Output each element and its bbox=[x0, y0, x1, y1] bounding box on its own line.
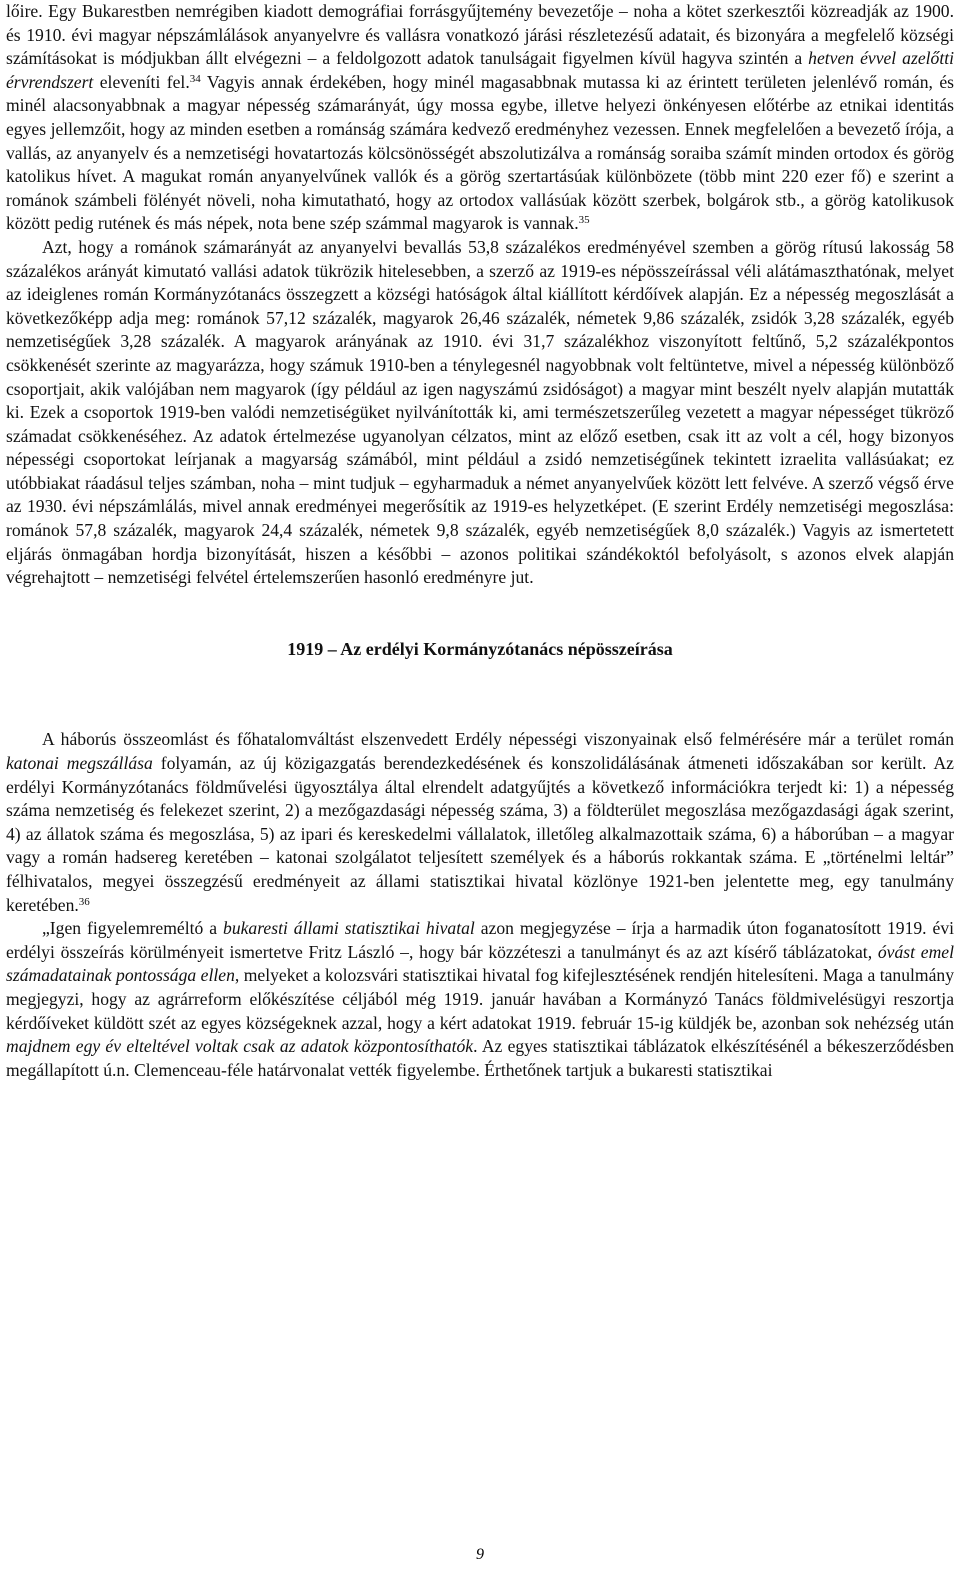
text-run: , melyeket a kolozsvári statisztikai hivatal fog kifejlesztésének rendjén hitelesíteni. Maga a tanulmány megjegyzi, hogy az agrárreform előkészítése céljából még 1919. január havában a Kormányzó Tanács földmivelésügyi reszortja kérdőíveket küldött szét az egyes községeknek azzal, hogy a kért adatokat 1919. február 15-ig küldjék be, azonban sok nehézség után bbox=[6, 965, 954, 1033]
italic-phrase: majdnem egy év elteltével voltak csak az adatok központosíthatók bbox=[6, 1036, 474, 1057]
text-run: Vagyis annak érdekében, hogy minél magasabbnak mutassa ki az érintett területen jelenlévő román, és minél alacsonyabbnak a magyar népesség számarányát, úgy mossa egybe, illetve helyezi önkényesen előtérbe az etnikai identitás egyes jellemzőit, hogy az minden esetben a románság számára kedvező eredményhez vezessen. Ennek megfelelően a bevezető írója, a vallás, az anyanyelv és a nemzetiségi hovatartozás kölcsönösségét abszolutizálva a románság soraiba számít minden ortodox és görög katolikus hívet. A magukat román anyanyelvűnek vallók és a görög szertartásúak különbözete (több mint 220 ezer fő) e szerint a románok számbeli fölényét növeli, noha kimutatható, hogy az ortodox vallásúak között szerbek, bolgárok stb., a görög katolikusok között pedig rutének és más népek, nota bene szép számmal magyarok is vannak. bbox=[6, 71, 955, 234]
paragraph-4 bbox=[6, 917, 954, 1082]
italic-phrase: hetven évvel azelőtti érvrendszert bbox=[6, 48, 954, 92]
text-run: A háborús összeomlást és főhatalomváltást elszenvedett Erdély népességi viszonyainak első felmérésére már a terület román bbox=[42, 729, 954, 750]
paragraph-3 bbox=[6, 728, 954, 917]
italic-phrase: óvást emel számadatainak pontossága ellen bbox=[6, 941, 954, 986]
text-run: lőire. Egy Bukarestben nemrégiben kiadott demográfiai forrásgyűjtemény bevezetője – noha a kötet szerkesztői közreadják az 1900. és 1910. évi magyar népszámlálások anyanyelvre és vallásra vonatkozó járási részletezésű adatait, és bizonyára a megfelelő községi számításokat is módjukban állt elvégezni – a feldolgozott adatok tanulságait figyelmen kívül hagyva szintén a bbox=[6, 1, 954, 69]
footnote-ref-36[interactable]: 36 bbox=[78, 895, 90, 908]
text-run: azon megjegyzése – írja a harmadik úton foganatosított 1919. évi erdélyi összeírás körülményeit ismertetve Fritz László –, hogy bár közzéteszi a tanulmányt és az azt kísérő táblázatokat, bbox=[6, 918, 955, 962]
page-number: 9 bbox=[476, 1546, 484, 1563]
text-run: folyamán, az új közigazgatás berendezkedésének és konszolidálásának átmeneti időszakában sor került. Az erdélyi Kormányzótanács földművelési ügyosztálya által elrendelt adatgyűjtés a következő információkra terjedt ki: 1) a népesség száma nemzetiség és felekezet szerint, 2) a mezőgazdasági népesség száma, 3) a földterület megoszlása mezőgazdasági ágak szerint, 4) az állatok száma és megoszlása, 5) az ipari és kereskedelmi vállalatok, illetőleg alkalmazottaik száma, 6) a háborúban – a magyar vagy a román hadsereg keretében – katonai szolgálatot teljesített személyek és a háborús rokkantak száma. E „történelmi leltár” félhivatalos, megyei összegzésű eredményeit az állami statisztikai hivatal közlönye 1921-ben jelentette meg, egy tanulmány keretében. bbox=[6, 753, 954, 915]
italic-phrase: katonai megszállása bbox=[6, 753, 153, 774]
footnote-ref-34[interactable]: 34 bbox=[189, 72, 201, 85]
paragraph-2: Azt, hogy a románok számarányát az anyanyelvi bevallás 53,8 százalékos eredményével szemben a görög rítusú lakosság 58 százalékos arányát kimutató vallási adatok tükrözik hitelesebben, a szerző az 1919-es népösszeírással véli alátámaszthatónak, melyet az ideiglenes román Kormányzótanács összegzett a községi hatóságok által kiállított kérdőívek alapján. Ez a népesség megoszlását a következőképp adja meg: románok 57,12 százalék, magyarok 26,46 százalék, németek 9,86 százalék, zsidók 3,28 százalék, egyéb nemzetiségűek 3,28 százalék. A magyarok arányának az 1910. évi 31,7 százalékhoz viszonyított feltűnő, 5,2 százalékpontos csökkenését szerinte az magyarázza, hogy számuk 1910-ben a ténylegesnél nagyobbnak volt feltüntetve, mivel a népesség különböző csoportjait, akik valójában nem magyarok (így például az igen nagyszámú zsidóságot) a magyar mint beszélt nyelv alapján mutatták ki. Ezek a csoportok 1919-ben valódi nemzetiségüket nyilvánították ki, ami természetszerűleg vezetett a magyar népességet tükröző számadat csökkenéséhez. Az adatok értelmezése ugyanolyan célzatos, mint az előző esetben, csak itt az volt a cél, hogy bizonyos népességi csoportokat leírjanak a magyarság számából, mint például a zsidó nemzetiségűnek tekintett izraelita vallásúakat; ez utóbbiakat ráadásul teljes számban, noha – mint tudjuk – egyharmaduk a német anyanyelvűek között lett felvéve. A szerző végső érve az 1930. évi népszámlálás, mivel annak eredményei megerősítik az 1919-es helyzetképet. (E szerint Erdély nemzetiségi megoszlása: románok 57,8 százalék, magyarok 24,4 százalék, németek 9,8 százalék, egyéb nemzetiségűek 8,0 százalék.) Vagyis az ismertetett eljárás önmagában hordja bizonyítását, hiszen a későbbi – azonos politikai szándékoktól befolyásolt, s azonos elvek alapján végrehajtott – nemzetiségi felvétel értelemszerűen hasonló eredményre jut. bbox=[6, 236, 954, 588]
document-page bbox=[6, 0, 954, 1082]
paragraph-1 bbox=[6, 0, 954, 236]
section-heading: 1919 – Az erdélyi Kormányzótanács népösszeírása bbox=[287, 638, 673, 659]
footnote-ref-35[interactable]: 35 bbox=[578, 214, 590, 227]
text-run: eleveníti fel. bbox=[93, 71, 190, 92]
italic-phrase: bukaresti állami statisztikai hivatal bbox=[223, 918, 475, 939]
text-run: „Igen figyelemreméltó a bbox=[42, 918, 224, 939]
text-run: . Az egyes statisztikai táblázatok elkészítésénél a békeszerződésben megállapított ú.n. Clemenceau-féle határvonalat vették figyelembe. Érthetőnek tartjuk a bukaresti statisztikai bbox=[6, 1036, 954, 1080]
